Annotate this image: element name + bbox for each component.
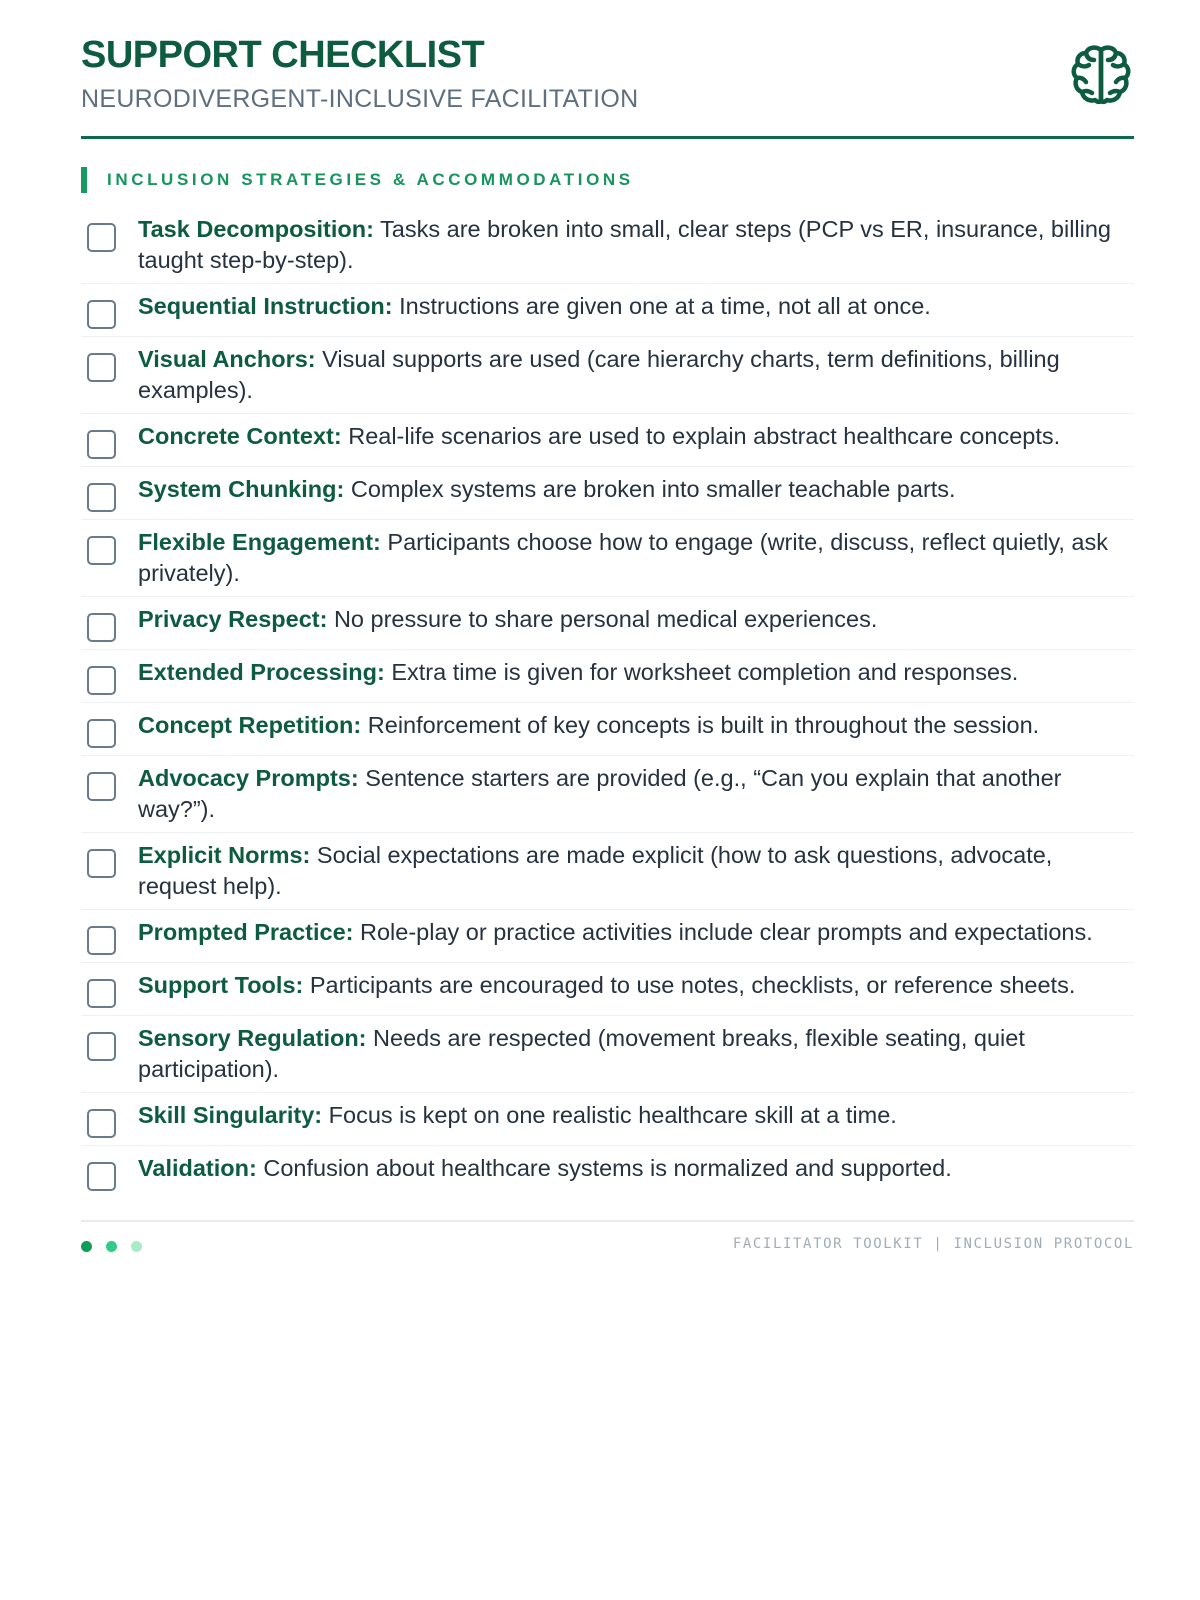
checklist-item [81, 833, 1134, 910]
checkbox[interactable] [87, 430, 116, 459]
checkbox[interactable] [87, 536, 116, 565]
checkbox[interactable] [87, 1032, 116, 1061]
checklist-item-label: Explicit Norms: [138, 842, 311, 868]
checklist-item [81, 650, 1134, 703]
checklist-item-description: Complex systems are broken into smaller teachable parts. [344, 476, 956, 502]
checkbox[interactable] [87, 979, 116, 1008]
checklist-item [81, 703, 1134, 756]
checklist-item-description: Participants are encouraged to use notes, checklists, or reference sheets. [303, 972, 1076, 998]
checklist-item-description: Participants choose how to engage (write, discuss, reflect quietly, ask privately). [138, 529, 1109, 586]
checklist-item-description: Extra time is given for worksheet completion and responses. [384, 659, 1019, 685]
checklist-item [81, 963, 1134, 1016]
checklist-item [81, 1093, 1134, 1146]
checkbox[interactable] [87, 849, 116, 878]
checklist-item-description: Confusion about healthcare systems is normalized and supported. [256, 1155, 952, 1181]
footer-dots [81, 1241, 142, 1252]
page-subtitle: NEURODIVERGENT-INCLUSIVE FACILITATION [81, 85, 639, 113]
page-title: SUPPORT CHECKLIST [81, 34, 485, 76]
checklist-item-label: Concept Repetition: [138, 712, 362, 738]
checklist-item-text [138, 214, 1134, 276]
checklist-item-description: Visual supports are used (care hierarchy charts, term definitions, billing examples). [138, 346, 1060, 403]
footer-text: FACILITATOR TOOLKIT | INCLUSION PROTOCOL [732, 1236, 1134, 1252]
checklist-item-label: Advocacy Prompts: [138, 765, 359, 791]
footer-dot [106, 1241, 117, 1252]
checklist-item-text [138, 970, 1075, 1001]
checklist-item-text [138, 604, 877, 635]
checklist-item-label: Extended Processing: [138, 659, 385, 685]
footer-dot [131, 1241, 142, 1252]
checklist-item-description: Needs are respected (movement breaks, flexible seating, quiet participation). [138, 1025, 1025, 1082]
page-header [81, 30, 1134, 139]
checkbox[interactable] [87, 666, 116, 695]
checklist-item-label: Concrete Context: [138, 423, 342, 449]
checklist-item-label: Skill Singularity: [138, 1102, 323, 1128]
checkbox[interactable] [87, 353, 116, 382]
checklist-item-label: Task Decomposition: [138, 216, 374, 242]
checklist-item-description: Tasks are broken into small, clear steps (PCP vs ER, insurance, billing taught step-by-step). [138, 216, 1112, 273]
checklist-item-text [138, 474, 956, 505]
checklist-item [81, 414, 1134, 467]
page-footer [81, 1220, 1134, 1270]
checklist-item-label: Support Tools: [138, 972, 304, 998]
checklist-item-label: Validation: [138, 1155, 257, 1181]
checklist-item-text [138, 710, 1039, 741]
checklist-item-description: Focus is kept on one realistic healthcare skill at a time. [322, 1102, 897, 1128]
checklist-item-text [138, 421, 1060, 452]
checkbox[interactable] [87, 300, 116, 329]
checkbox[interactable] [87, 483, 116, 512]
checklist-item-label: System Chunking: [138, 476, 345, 502]
checkbox[interactable] [87, 1162, 116, 1191]
checklist-item-label: Visual Anchors: [138, 346, 316, 372]
checklist-item-text [138, 527, 1134, 589]
checklist-item-description: Role-play or practice activities include clear prompts and expectations. [353, 919, 1093, 945]
checklist-item-text [138, 1153, 952, 1184]
checkbox[interactable] [87, 1109, 116, 1138]
checklist-item [81, 1016, 1134, 1093]
checkbox[interactable] [87, 772, 116, 801]
checklist-item [81, 207, 1134, 284]
checklist-item [81, 337, 1134, 414]
checklist-item-text [138, 917, 1093, 948]
checklist-item-text [138, 763, 1134, 825]
checklist-item-text [138, 344, 1134, 406]
checklist-item-description: Sentence starters are provided (e.g., “Can you explain that another way?”). [138, 765, 1062, 822]
checklist-item-text [138, 291, 931, 322]
checklist-item-label: Prompted Practice: [138, 919, 354, 945]
checklist-item [81, 284, 1134, 337]
section-header [81, 167, 1134, 193]
checkbox[interactable] [87, 223, 116, 252]
checklist-item-text [138, 1100, 897, 1131]
checklist-item-label: Sensory Regulation: [138, 1025, 367, 1051]
checklist-item-text [138, 657, 1018, 688]
checklist [81, 207, 1134, 1198]
checklist-item-text [138, 840, 1134, 902]
checklist-item-description: Social expectations are made explicit (how to ask questions, advocate, request help). [138, 842, 1053, 899]
checklist-page [81, 30, 1134, 1270]
section-accent-bar [81, 167, 87, 193]
checklist-item [81, 1146, 1134, 1198]
checklist-item-description: Real-life scenarios are used to explain abstract healthcare concepts. [341, 423, 1061, 449]
checklist-item [81, 597, 1134, 650]
checklist-item-label: Sequential Instruction: [138, 293, 393, 319]
checklist-item-label: Flexible Engagement: [138, 529, 381, 555]
checklist-item-description: No pressure to share personal medical experiences. [327, 606, 878, 632]
checkbox[interactable] [87, 613, 116, 642]
checklist-item [81, 520, 1134, 597]
checklist-item-description: Instructions are given one at a time, not all at once. [392, 293, 931, 319]
brain-icon [1068, 42, 1134, 108]
footer-dot [81, 1241, 92, 1252]
checklist-item [81, 910, 1134, 963]
section-title: INCLUSION STRATEGIES & ACCOMMODATIONS [107, 170, 634, 189]
checklist-item-text [138, 1023, 1134, 1085]
checklist-item [81, 467, 1134, 520]
checklist-item-label: Privacy Respect: [138, 606, 328, 632]
checkbox[interactable] [87, 926, 116, 955]
checkbox[interactable] [87, 719, 116, 748]
checklist-item-description: Reinforcement of key concepts is built in throughout the session. [361, 712, 1040, 738]
checklist-item [81, 756, 1134, 833]
